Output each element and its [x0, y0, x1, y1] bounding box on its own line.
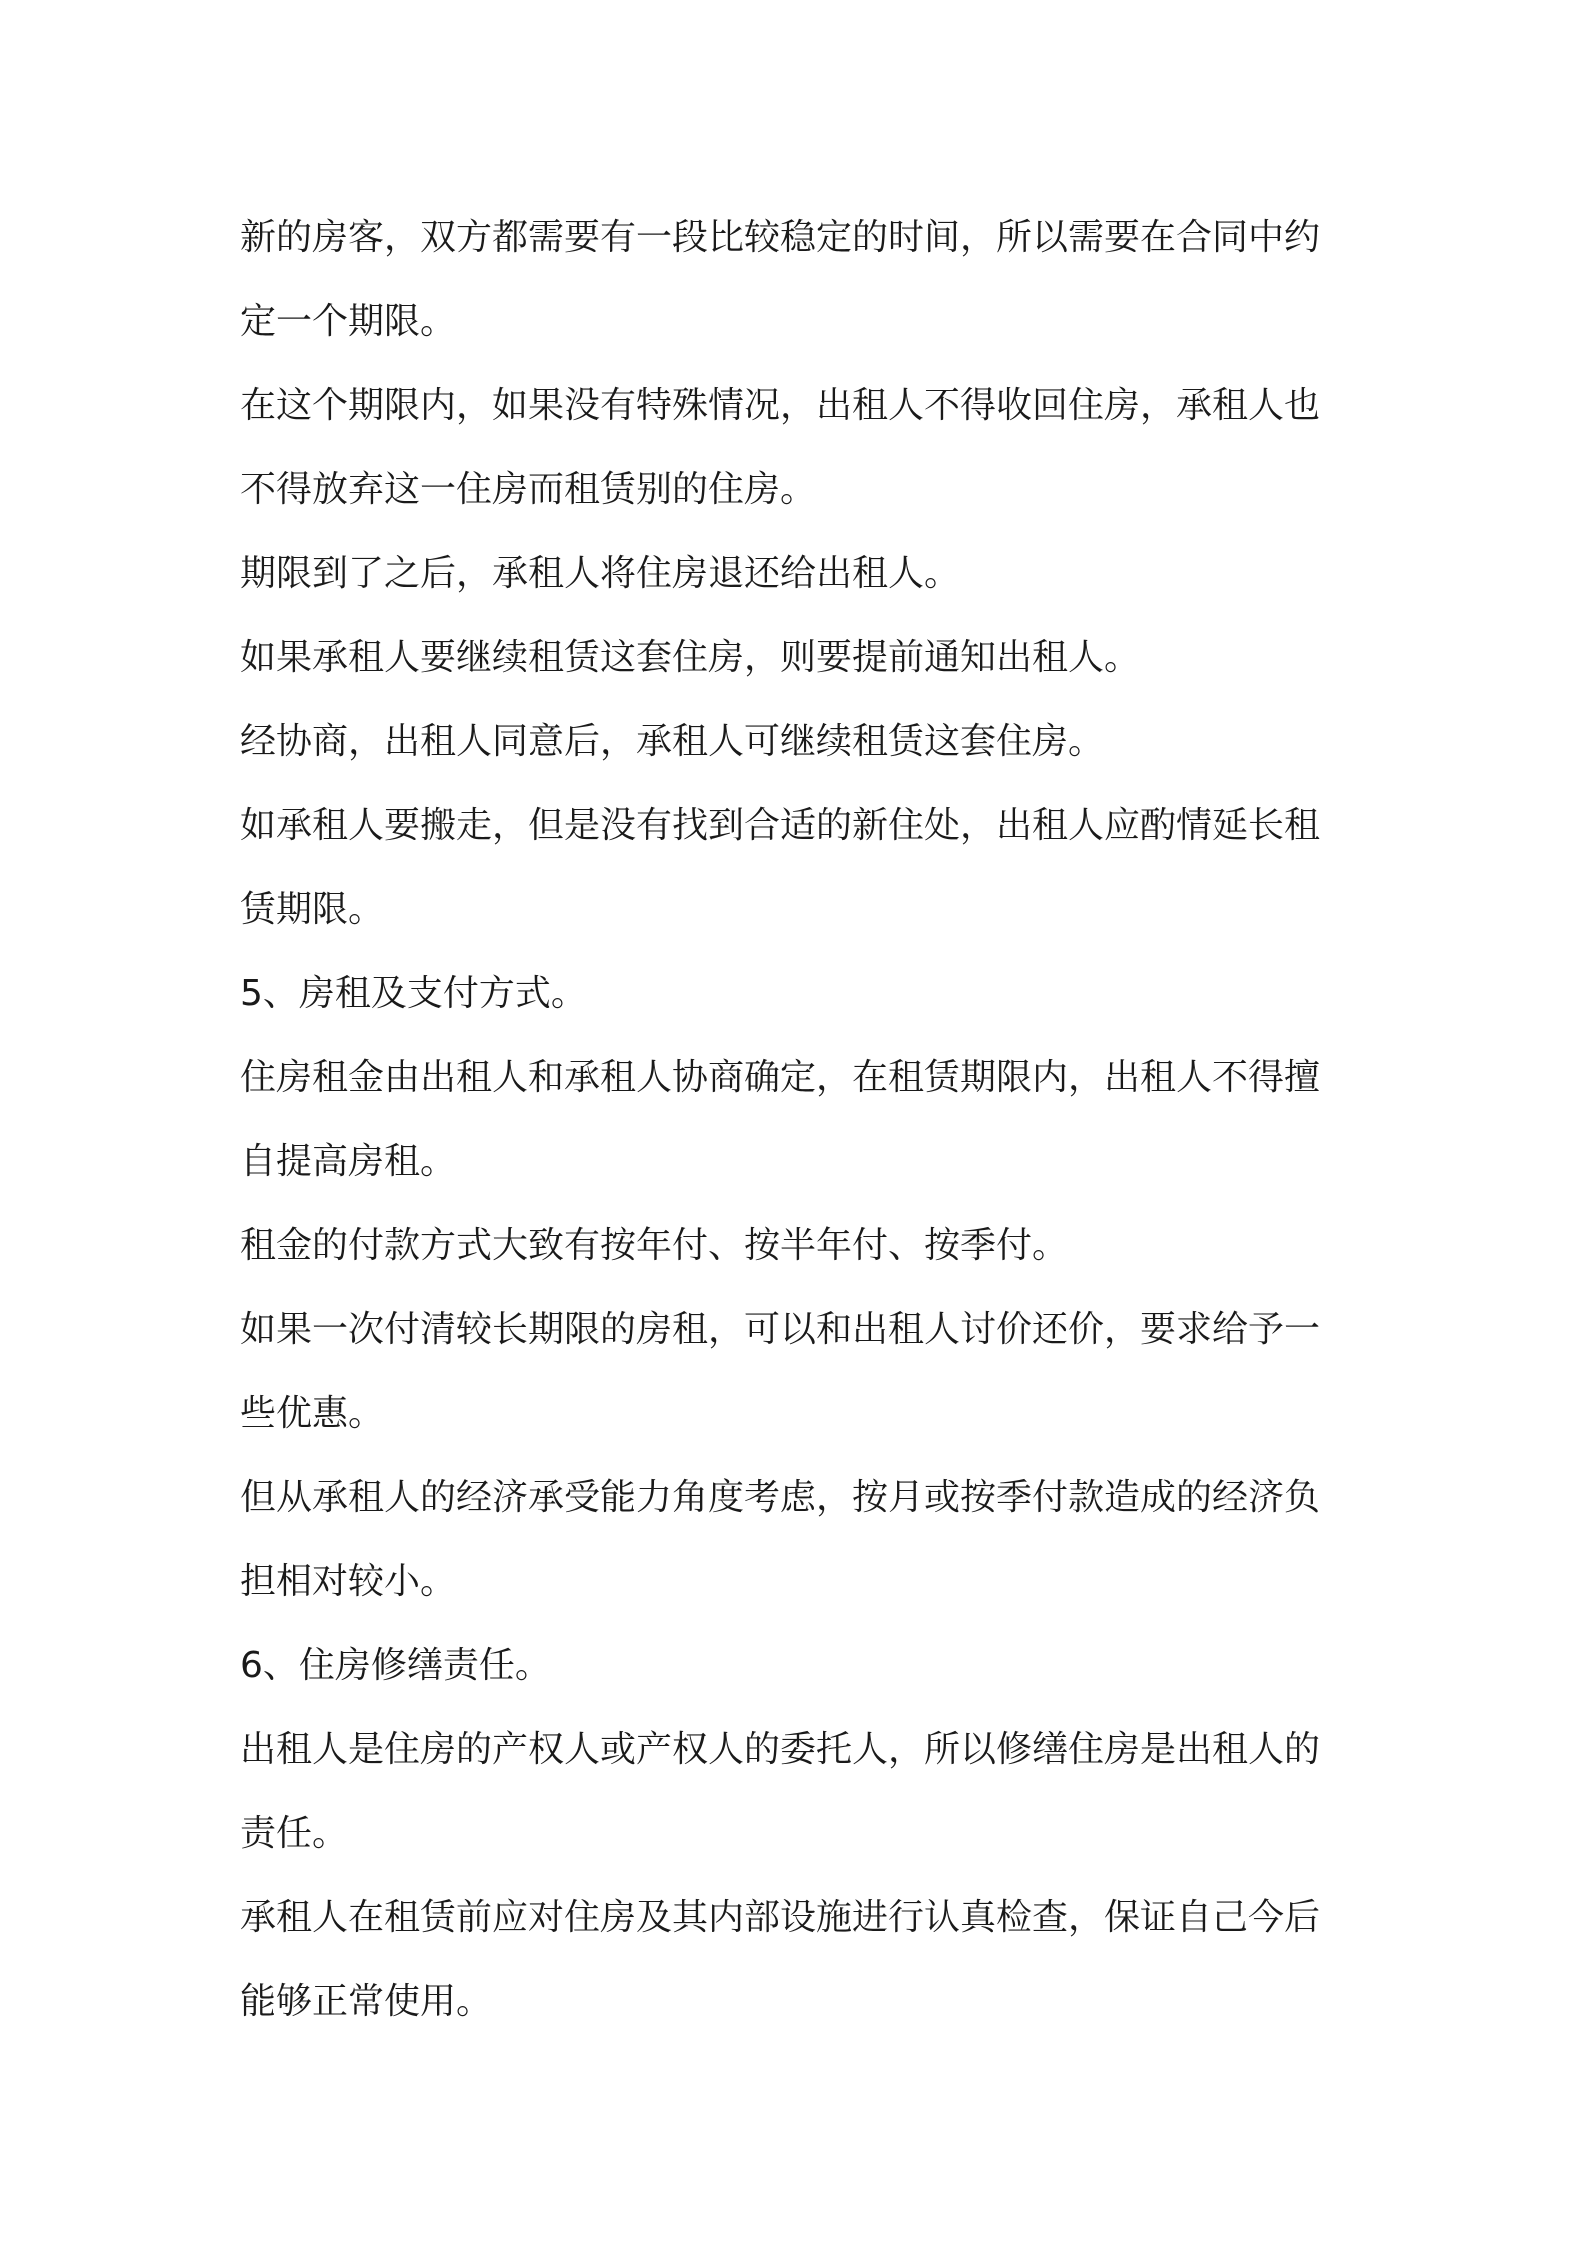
text-line: 能够正常使用。	[240, 1981, 493, 2022]
text-line: 住房租金由出租人和承租人协商确定，在租赁期限内，出租人不得擅	[240, 1057, 1321, 1098]
text-line: 在这个期限内，如果没有特殊情况，出租人不得收回住房，承租人也	[240, 385, 1321, 426]
text-line: 出租人是住房的产权人或产权人的委托人，所以修缮住房是出租人的	[240, 1729, 1321, 1770]
text-line: 赁期限。	[240, 889, 385, 930]
text-line: 如果一次付清较长期限的房租，可以和出租人讨价还价，要求给予一	[240, 1309, 1321, 1350]
text-line: 如承租人要搬走，但是没有找到合适的新住处，出租人应酌情延长租	[240, 805, 1321, 846]
text-line: 新的房客，双方都需要有一段比较稳定的时间，所以需要在合同中约	[240, 217, 1321, 258]
text-line: 担相对较小。	[240, 1561, 457, 1602]
text-line: 承租人在租赁前应对住房及其内部设施进行认真检查，保证自己今后	[240, 1897, 1321, 1938]
text-line: 经协商，出租人同意后，承租人可继续租赁这套住房。	[240, 721, 1105, 762]
text-line: 租金的付款方式大致有按年付、按半年付、按季付。	[240, 1225, 1069, 1266]
section-heading: 5、房租及支付方式。	[240, 973, 587, 1014]
section-heading: 6、住房修缮责任。	[240, 1645, 551, 1686]
text-line: 些优惠。	[240, 1393, 385, 1434]
text-line: 但从承租人的经济承受能力角度考虑，按月或按季付款造成的经济负	[240, 1477, 1321, 1518]
document-body	[240, 196, 1360, 2044]
text-line: 责任。	[240, 1813, 349, 1854]
text-line: 定一个期限。	[240, 301, 457, 342]
text-line: 自提高房租。	[240, 1141, 457, 1182]
text-line: 不得放弃这一住房而租赁别的住房。	[240, 469, 817, 510]
text-line: 如果承租人要继续租赁这套住房，则要提前通知出租人。	[240, 637, 1141, 678]
text-line: 期限到了之后，承租人将住房退还给出租人。	[240, 553, 961, 594]
